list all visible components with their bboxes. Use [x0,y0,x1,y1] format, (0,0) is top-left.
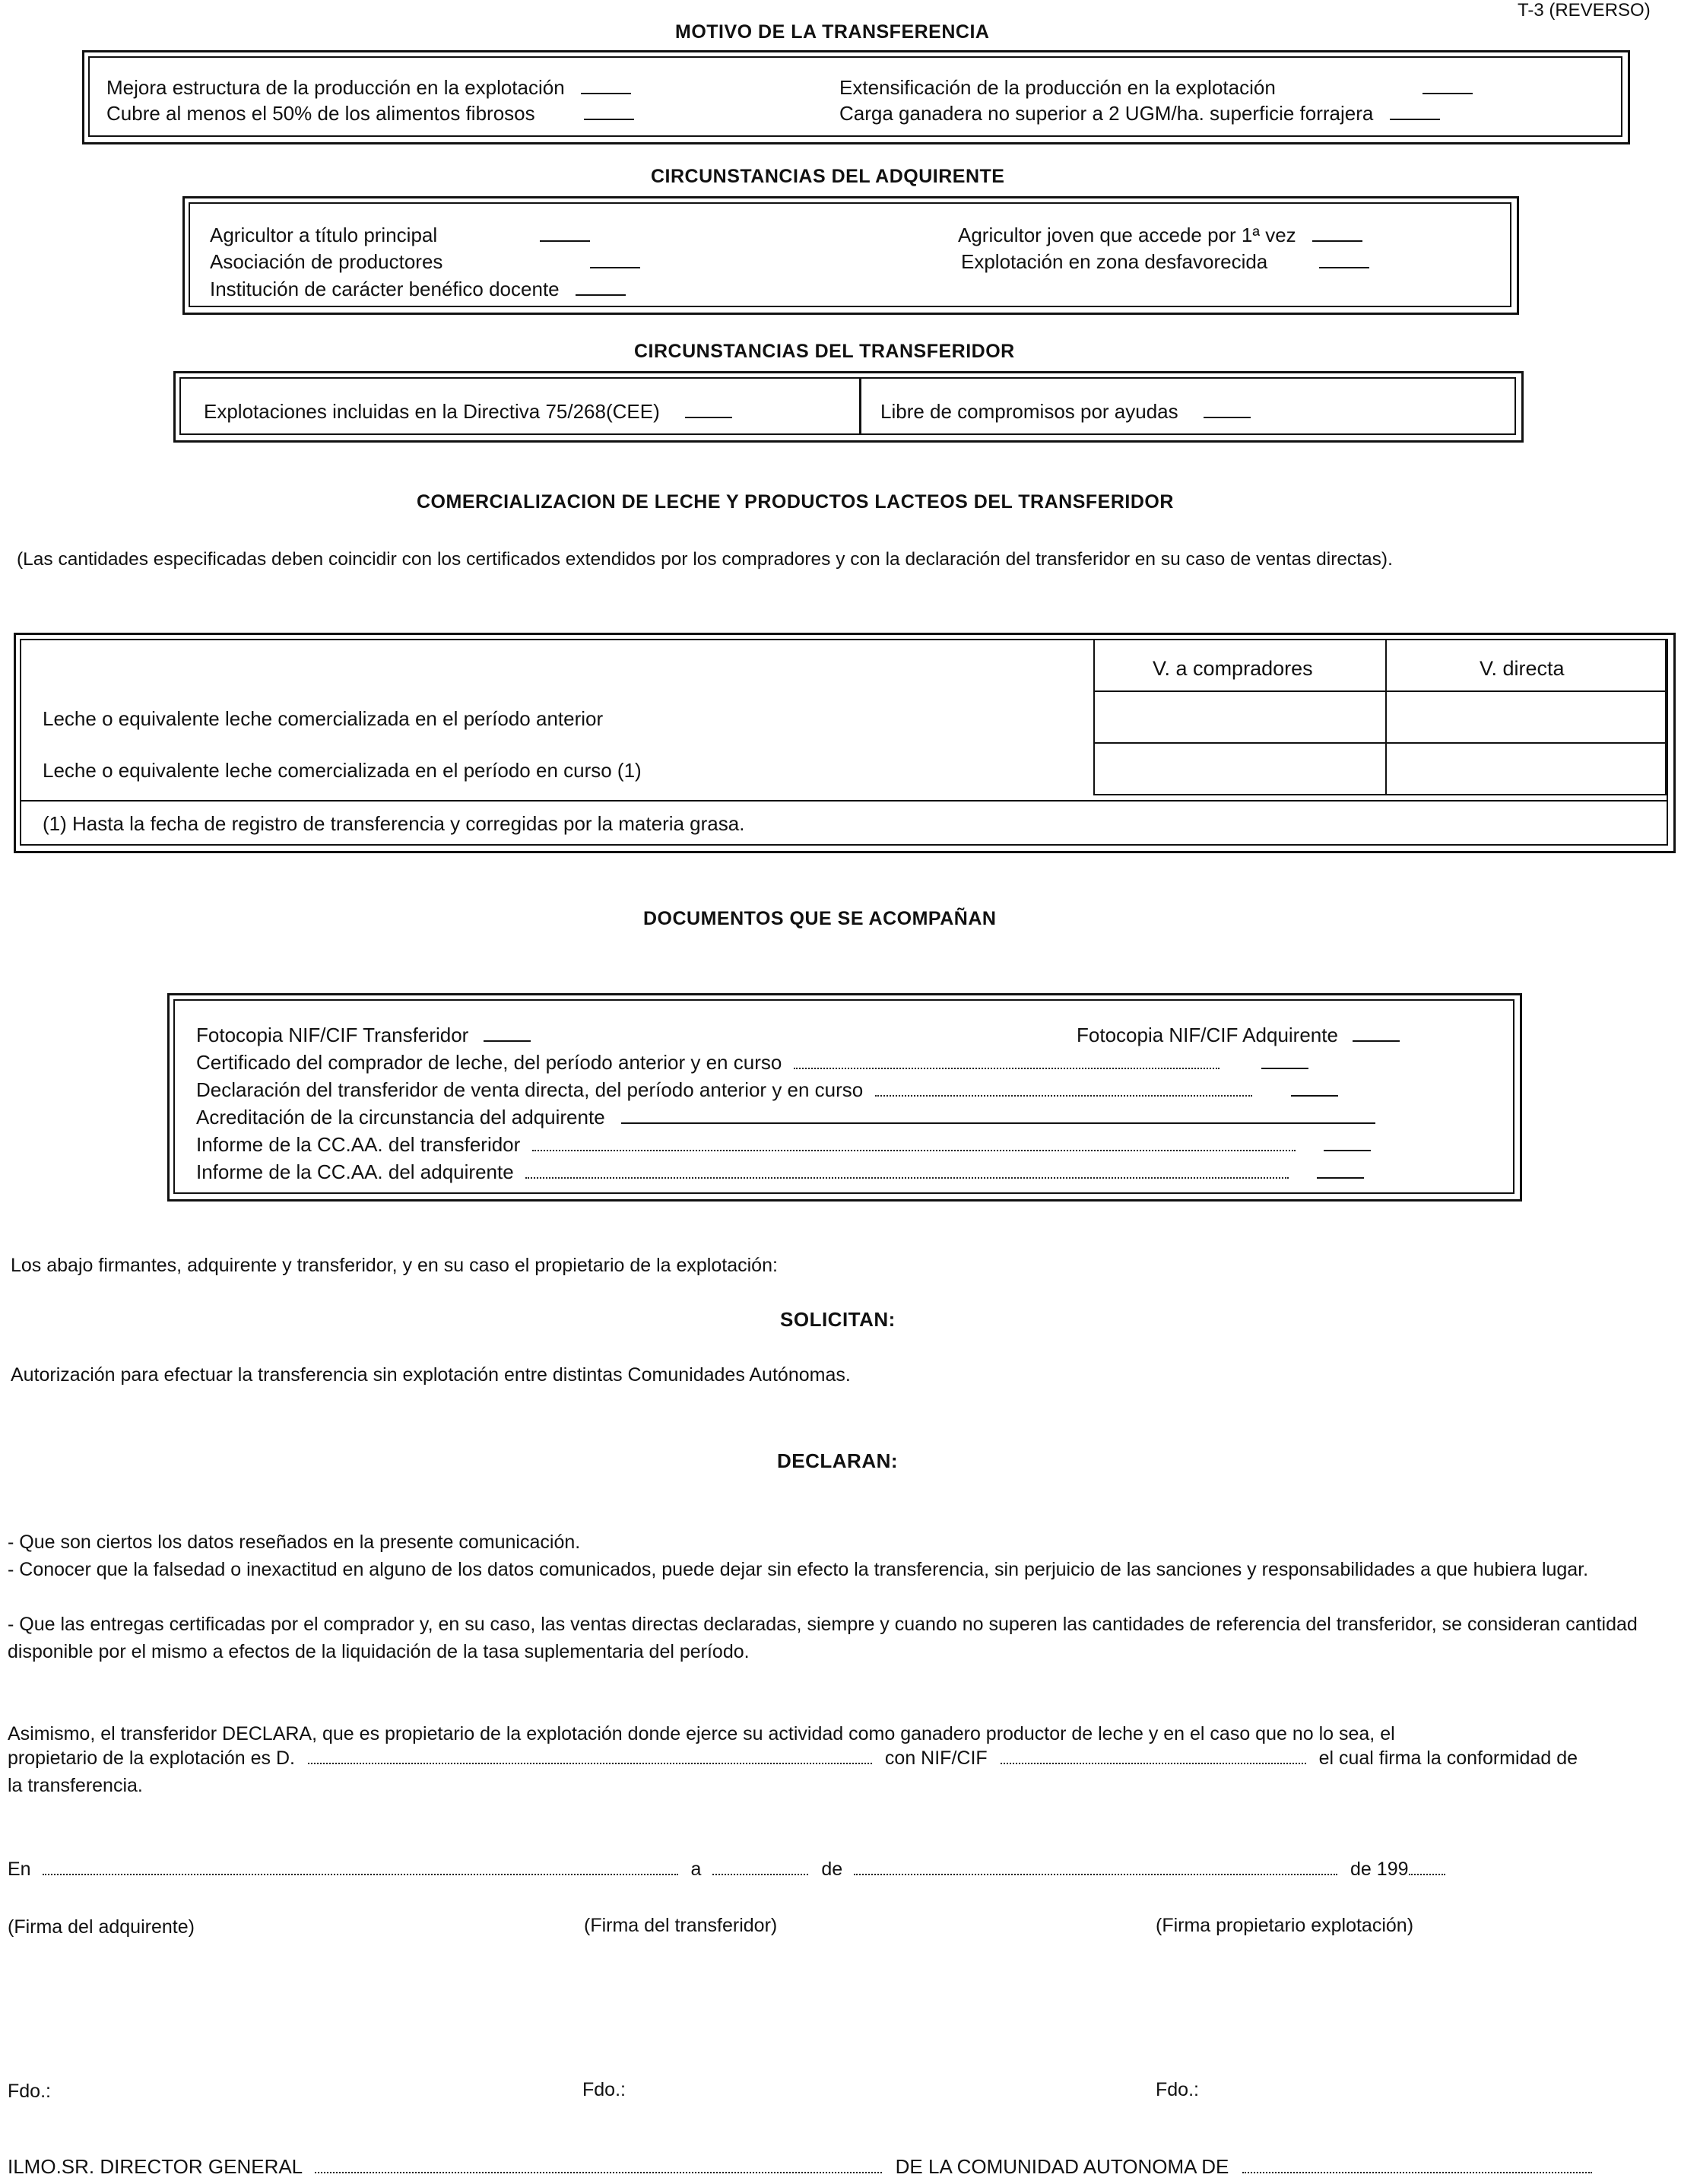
transferidor-item-directiva: Explotaciones incluidas en la Directiva 75/268(CEE) [204,400,732,424]
comercializacion-note: (Las cantidades especificadas deben coincidir con los certificados extendidos por los compradores y con la declaración del transferidor en su caso de ventas directas). [17,549,1393,570]
documentos-title: DOCUMENTOS QUE SE ACOMPAÑAN [643,908,997,929]
comunidad-field[interactable] [1242,2172,1592,2173]
motivo-item-extensificacion: Extensificación de la producción en la explotación [839,76,1473,100]
fecha-mes-field[interactable] [854,1874,1337,1875]
adquirente-institucion-blank[interactable] [576,294,626,296]
doc-informe-transferidor-blank[interactable] [1324,1150,1371,1151]
asimismo-line-3: la transferencia. [8,1775,143,1796]
doc-nif-transferidor-blank[interactable] [484,1040,531,1042]
motivo-carga-blank[interactable] [1390,119,1440,120]
doc-informe-adquirente: Informe de la CC.AA. del adquirente [196,1160,1364,1184]
form-code: T-3 (REVERSO) [1518,0,1651,21]
adquirente-item-institucion: Institución de carácter benéfico docente [210,278,626,301]
motivo-item-fibrosos: Cubre al menos el 50% de los alimentos fibrosos [106,102,634,125]
row-curso-label: Leche o equivalente leche comercializada en el período en curso (1) [43,759,642,782]
transferidor-title: CIRCUNSTANCIAS DEL TRANSFERIDOR [634,341,1015,362]
adquirente-principal-blank[interactable] [540,240,590,242]
motivo-item-carga: Carga ganadera no superior a 2 UGM/ha. superficie forrajera [839,102,1440,125]
adquirente-item-zona: Explotación en zona desfavorecida [961,250,1369,274]
fecha-anio-field[interactable] [1409,1874,1445,1875]
transferidor-libre-blank[interactable] [1204,417,1251,418]
fdo-propietario: Fdo.: [1156,2079,1199,2100]
adquirente-asociacion-blank[interactable] [590,267,640,268]
doc-nif-adquirente: Fotocopia NIF/CIF Adquirente [1077,1024,1400,1047]
doc-declaracion: Declaración del transferidor de venta directa, del período anterior y en curso [196,1078,1338,1102]
row-anterior-label: Leche o equivalente leche comercializada en el período anterior [43,707,604,730]
motivo-mejora-blank[interactable] [581,93,631,94]
propietario-name-field[interactable] [308,1763,872,1764]
solicitan-title: SOLICITAN: [780,1308,896,1331]
footnote-divider [20,800,1667,802]
fdo-transferidor: Fdo.: [582,2079,626,2100]
fecha-lugar-field[interactable] [43,1874,678,1875]
doc-declaracion-blank[interactable] [1291,1095,1338,1097]
declaran-item-2: - Conocer que la falsedad o inexactitud en alguno de los datos comunicados, puede dejar sin efecto la transferencia, sin perjuicio de las sanciones y responsabilidades a que hubiera lugar. [8,1559,1589,1580]
doc-nif-adquirente-blank[interactable] [1353,1040,1400,1042]
footnote-label: (1) Hasta la fecha de registro de transferencia y corregidas por la materia grasa. [43,812,745,835]
adquirente-item-asociacion: Asociación de productores [210,250,640,274]
transferidor-divider [859,377,861,435]
fecha-line: En a de de 199 [8,1859,1445,1881]
solicitan-text: Autorización para efectuar la transferencia sin explotación entre distintas Comunidades Autónomas. [11,1364,851,1386]
doc-certificado: Certificado del comprador de leche, del período anterior y en curso [196,1051,1308,1075]
motivo-item-mejora: Mejora estructura de la producción en la explotación [106,76,631,100]
cell-directa-curso[interactable] [1385,742,1667,795]
firmantes-intro: Los abajo firmantes, adquirente y transferidor, y en su caso el propietario de la explotación: [11,1255,778,1276]
motivo-extensificacion-blank[interactable] [1423,93,1473,94]
adquirente-title: CIRCUNSTANCIAS DEL ADQUIRENTE [651,166,1005,187]
adquirente-item-principal: Agricultor a título principal [210,224,590,247]
propietario-nif-field[interactable] [1001,1763,1306,1764]
director-name-field[interactable] [315,2172,882,2173]
col-compradores-label: V. a compradores [1153,657,1313,680]
doc-acreditacion: Acreditación de la circunstancia del adquirente [196,1106,1375,1129]
adquirente-zona-blank[interactable] [1319,267,1369,268]
motivo-fibrosos-blank[interactable] [584,119,634,120]
adquirente-joven-blank[interactable] [1312,240,1362,242]
doc-informe-adquirente-blank[interactable] [1317,1177,1364,1179]
doc-nif-transferidor: Fotocopia NIF/CIF Transferidor [196,1024,531,1047]
adquirente-item-joven: Agricultor joven que accede por 1ª vez [958,224,1362,247]
fdo-adquirente: Fdo.: [8,2081,51,2102]
doc-informe-transferidor: Informe de la CC.AA. del transferidor [196,1133,1371,1157]
firma-transferidor-label: (Firma del transferidor) [584,1915,778,1936]
firma-propietario-label: (Firma propietario explotación) [1156,1915,1414,1936]
col-directa-label: V. directa [1480,657,1565,680]
declaran-title: DECLARAN: [777,1449,899,1472]
cell-directa-anterior[interactable] [1385,690,1667,744]
cell-compradores-curso[interactable] [1093,742,1387,795]
asimismo-line-1: Asimismo, el transferidor DECLARA, que es propietario de la explotación donde ejerce su actividad como ganadero productor de leche y en el caso que no lo sea, el [8,1723,1395,1744]
firma-adquirente-label: (Firma del adquirente) [8,1916,195,1938]
doc-acreditacion-blank[interactable] [621,1122,1375,1124]
asimismo-line-2: propietario de la explotación es D. con NIF/CIF el cual firma la conformidad de [8,1748,1578,1769]
doc-certificado-blank[interactable] [1261,1068,1308,1069]
fecha-dia-field[interactable] [712,1874,808,1875]
transferidor-directiva-blank[interactable] [685,417,732,418]
declaran-item-1: - Que son ciertos los datos reseñados en la presente comunicación. [8,1532,581,1553]
motivo-title: MOTIVO DE LA TRANSFERENCIA [675,21,990,43]
declaran-item-3: - Que las entregas certificadas por el comprador y, en su caso, las ventas directas declaradas, siempre y cuando no superen las cantidades de referencia del transferidor, se consideran cantidad disponible por el mismo a efectos de la liquidación de la tasa suplementaria del período. [8,1614,1638,1662]
transferidor-item-libre: Libre de compromisos por ayudas [880,400,1251,424]
footer-line: ILMO.SR. DIRECTOR GENERAL DE LA COMUNIDAD AUTONOMA DE [8,2155,1592,2179]
comercializacion-title: COMERCIALIZACION DE LECHE Y PRODUCTOS LACTEOS DEL TRANSFERIDOR [417,491,1174,513]
cell-compradores-anterior[interactable] [1093,690,1387,744]
